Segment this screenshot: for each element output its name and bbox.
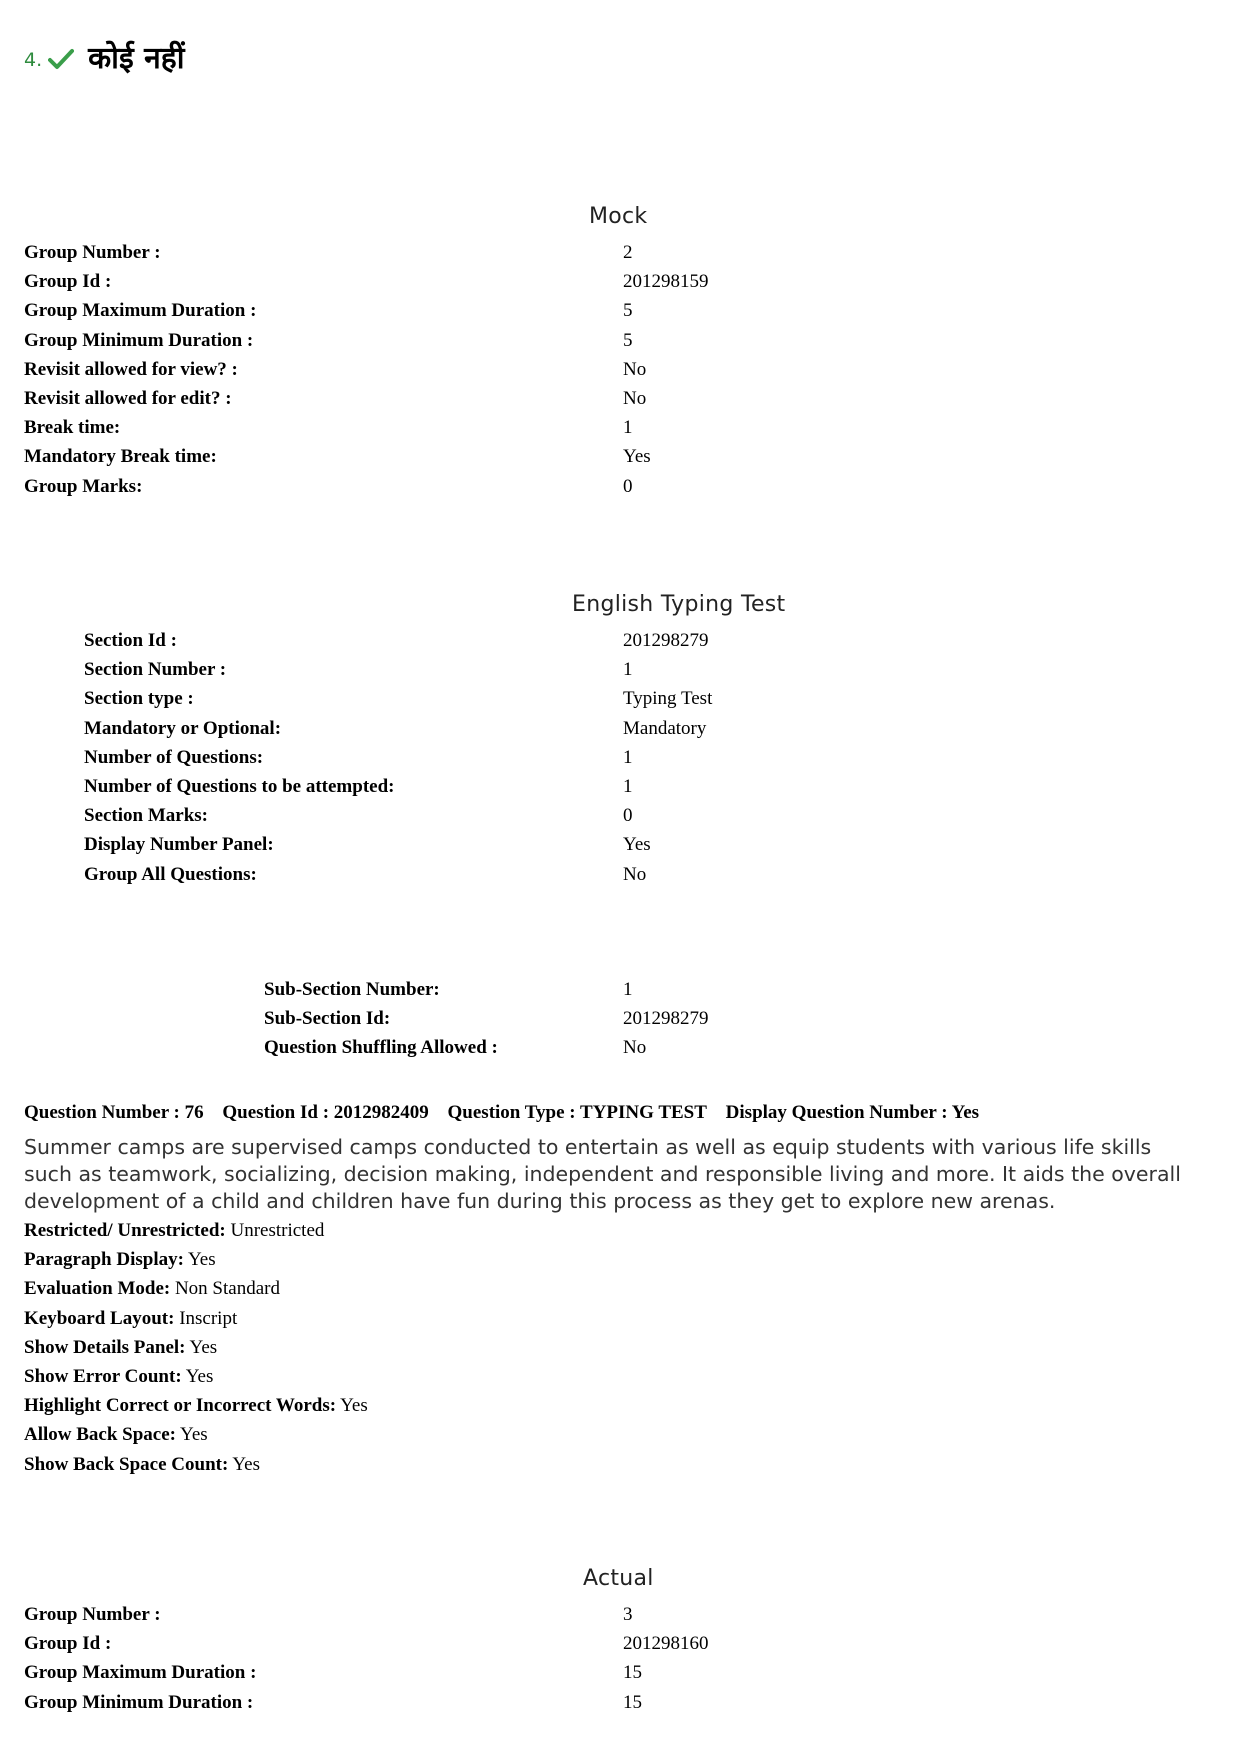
row-value: 201298279	[623, 1008, 709, 1030]
row-label: Number of Questions:	[84, 746, 264, 768]
property-value: Yes	[185, 1365, 214, 1387]
property-label: Keyboard Layout:	[24, 1307, 175, 1329]
row-value: 1	[623, 979, 633, 1000]
option-text: कोई नहीं	[88, 41, 185, 76]
row-value: 1	[623, 417, 633, 439]
actual-heading: Actual	[583, 1566, 654, 1591]
row-label: Break time:	[24, 417, 121, 439]
question-number: Question Number : 76	[24, 1102, 204, 1123]
row-value: No	[623, 387, 647, 409]
property-row	[24, 1420, 368, 1449]
row-value: 1	[623, 775, 633, 797]
row-value: 0	[623, 805, 633, 827]
property-label: Show Details Panel:	[24, 1336, 186, 1358]
row-value: 201298279	[623, 630, 709, 651]
row-label: Group Maximum Duration :	[24, 1662, 257, 1684]
row-value: 15	[623, 1691, 642, 1713]
property-value: Yes	[340, 1395, 368, 1417]
row-label: Number of Questions to be attempted:	[84, 775, 395, 797]
property-label: Show Error Count:	[24, 1365, 182, 1387]
property-row	[24, 1391, 368, 1420]
property-value: Yes	[187, 1249, 216, 1271]
row-label: Group All Questions:	[84, 863, 257, 885]
property-row	[24, 1274, 368, 1303]
row-value: Yes	[623, 834, 651, 856]
row-value: 5	[623, 300, 633, 322]
row-value: Yes	[623, 446, 651, 468]
property-label: Allow Back Space:	[24, 1424, 176, 1446]
row-label: Section Marks:	[84, 805, 209, 827]
row-value: 5	[623, 329, 633, 351]
property-row	[24, 1245, 368, 1274]
row-value: 201298160	[623, 1633, 709, 1655]
question-header	[24, 1102, 993, 1124]
display-question-number: Display Question Number : Yes	[725, 1102, 980, 1123]
row-label: Group Id :	[24, 1633, 112, 1655]
property-label: Paragraph Display:	[24, 1249, 184, 1271]
property-value: Yes	[232, 1453, 260, 1475]
row-label: Display Number Panel:	[84, 834, 274, 856]
row-value: 201298159	[623, 271, 709, 293]
property-row	[24, 1362, 368, 1391]
property-value: Non Standard	[174, 1278, 280, 1300]
question-id: Question Id : 2012982409	[222, 1102, 429, 1123]
row-label: Section type :	[84, 688, 194, 710]
row-value: 2	[623, 242, 633, 263]
row-label: Group Number :	[24, 1604, 161, 1625]
question-properties	[24, 1216, 368, 1479]
row-value: 1	[623, 659, 633, 681]
property-row	[24, 1216, 368, 1245]
property-label: Highlight Correct or Incorrect Words:	[24, 1395, 337, 1417]
section-heading: English Typing Test	[572, 592, 786, 617]
row-label: Group Number :	[24, 242, 161, 263]
property-value: Unrestricted	[230, 1220, 325, 1241]
mock-heading: Mock	[589, 204, 648, 229]
row-value: 15	[623, 1662, 642, 1684]
row-label: Mandatory Break time:	[24, 446, 217, 468]
row-label: Section Number :	[84, 659, 227, 681]
property-row	[24, 1333, 368, 1362]
option-number: 4.	[24, 49, 43, 71]
property-row	[24, 1450, 368, 1479]
property-label: Show Back Space Count:	[24, 1453, 229, 1475]
check-icon	[48, 48, 74, 74]
property-row	[24, 1304, 368, 1333]
row-label: Group Minimum Duration :	[24, 329, 254, 351]
property-label: Restricted/ Unrestricted:	[24, 1220, 226, 1241]
row-label: Group Minimum Duration :	[24, 1691, 254, 1713]
property-value: Yes	[189, 1336, 218, 1358]
row-value: Mandatory	[623, 717, 707, 739]
row-value: 0	[623, 475, 633, 497]
answer-option	[24, 34, 184, 74]
row-value: No	[623, 358, 647, 380]
row-value: 1	[623, 746, 633, 768]
row-label: Revisit allowed for view? :	[24, 358, 238, 380]
row-label: Sub-Section Id:	[264, 1008, 391, 1030]
row-label: Revisit allowed for edit? :	[24, 387, 232, 409]
row-label: Sub-Section Number:	[264, 979, 440, 1000]
row-label: Group Id :	[24, 271, 112, 293]
row-label: Group Maximum Duration :	[24, 300, 257, 322]
question-type: Question Type : TYPING TEST	[447, 1102, 707, 1123]
row-label: Question Shuffling Allowed :	[264, 1037, 498, 1059]
row-value: 3	[623, 1604, 633, 1625]
row-label: Group Marks:	[24, 475, 143, 497]
property-label: Evaluation Mode:	[24, 1278, 171, 1300]
row-value: No	[623, 1037, 647, 1059]
row-value: Typing Test	[623, 688, 713, 710]
row-value: No	[623, 863, 647, 885]
typing-passage: Summer camps are supervised camps conducted to entertain as well as equip students with various life skills such as teamwork, socializing, decision making, independent and responsible living and more. It aids the overall development of a child and children have fun during this process as they get to explore new arenas.	[24, 1135, 1181, 1213]
property-value: Inscript	[179, 1307, 238, 1329]
row-label: Mandatory or Optional:	[84, 717, 282, 739]
property-value: Yes	[180, 1424, 208, 1446]
row-label: Section Id :	[84, 630, 177, 651]
